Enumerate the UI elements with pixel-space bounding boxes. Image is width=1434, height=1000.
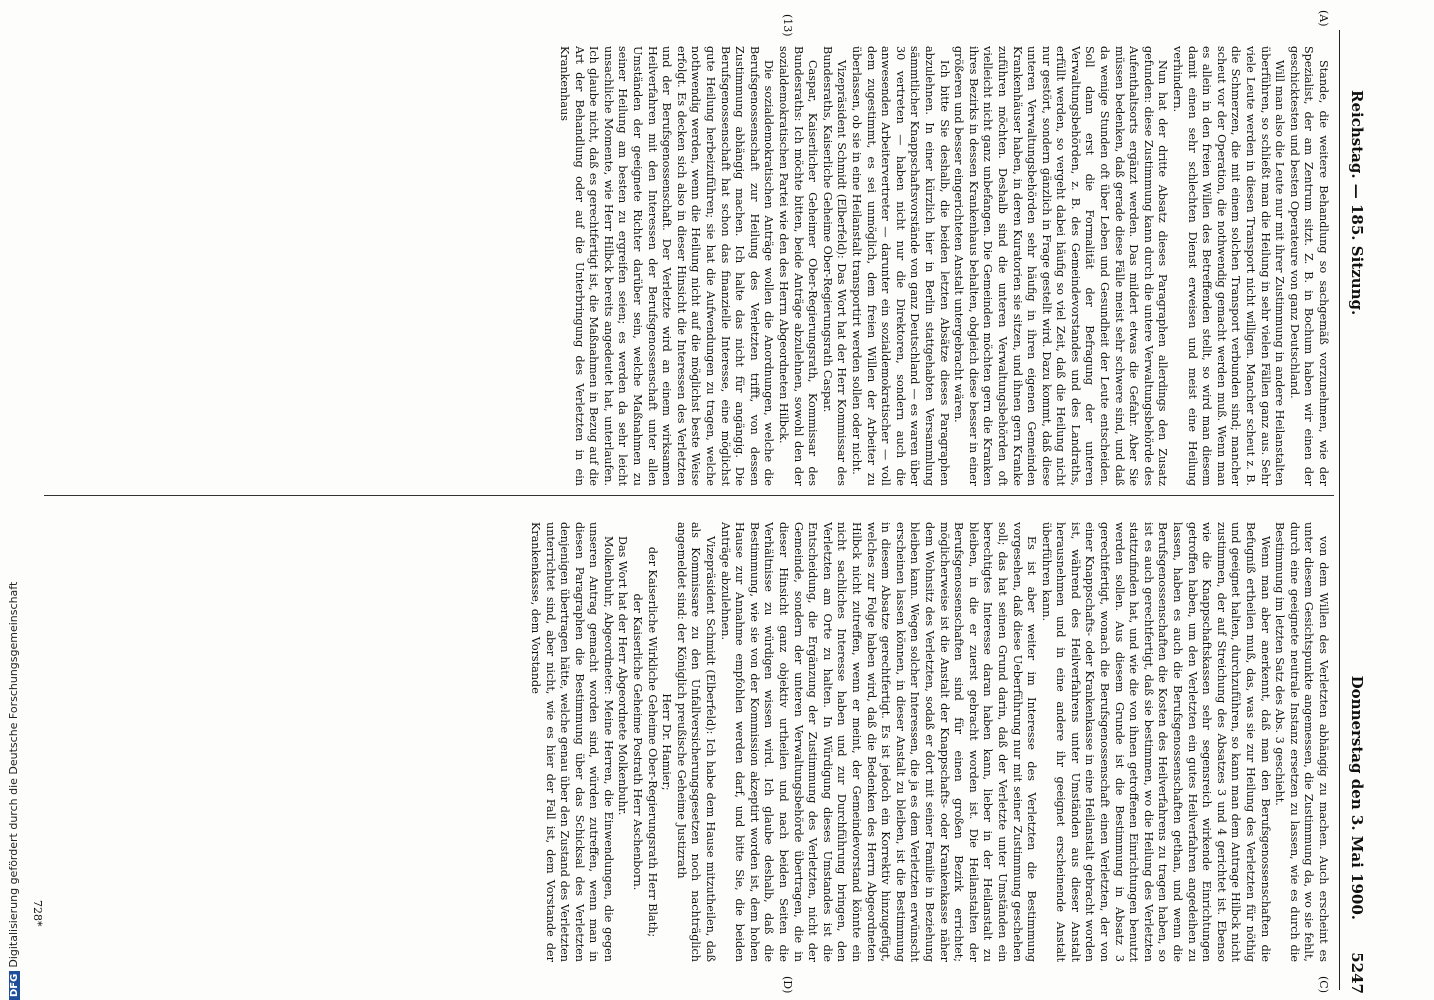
paragraph: Vizepräsident Schmidt (Elberfeld): Das Wort hat der Herr Kommissar des Bundesraths, Kaiserliche Geheime Ober-Regierungsrath Caspar. [820, 46, 849, 486]
commissioner-name: der Kaiserliche Wirkliche Geheime Ober-Regierungsrath Herr Blath; [645, 546, 659, 938]
margin-marker-d: (D) [781, 976, 794, 994]
margin-marker-c: (C) [1317, 976, 1330, 993]
header-date: Donnerstag den 3. Mai 1900. [1348, 675, 1366, 920]
paragraph: Molkenbuhr, Abgeordneter: Meine Herren, die Einwendungen, die gegen unseren Antrag gemacht worden sind, würden zutreffen, wenn man in diesen Paragraphen die Bestimmung über das Schicksal des Verletzten denjenigen übertragen hätte, welche genau über den Zustand des Verletzten unterrichtet sind, aber nicht, wie es hier der Fall ist, dem Vorstande der Krankenkasse, dem Vorstande [528, 522, 615, 962]
paragraph: Ich bitte Sie deshalb, die beiden letzten Absätze dieses Paragraphen abzulehnen. In einer kürzlich hier in Berlin stattgehabten Versammlung sämmtlicher Knappschaftsvorstände von ganz Deutschland — es waren über 30 vertreten — haben nicht nur die Direktoren, sondern auch die anwesenden Arbeitervertreter — darunter ein sozialdemokratischer — voll dem zugestimmt, es sei unmöglich, dem freien Willen der Arbeiter zu überlassen, ob sie in eine Heilanstalt transportirt werden sollen oder nicht. [850, 46, 951, 486]
paragraph: Stande, die weitere Behandlung so sachgemäß vorzunehmen, wie der Spezialist, der am Zentrum sitzt. Z. B. in Bochum haben wir einen der geschicktesten und besten Operateure von ganz Deutschland. [1287, 46, 1330, 486]
paragraph: Caspar, Kaiserlicher Geheimer Ober-Regierungsrath, Kommissar des Bundesraths: Ich möchte bitten, beide Anträge abzulehnen, sowohl den der sozialdemokratischen Partei wie den des Herrn Abgeordneten Hilbck. [777, 46, 820, 486]
margin-marker-13: (13) [781, 14, 794, 37]
dfg-logo: DFG [9, 971, 20, 1000]
commissioner-name: der Kaiserliche Geheime Postrath Herr Aschenborn. [631, 593, 645, 891]
margin-marker-a: (A) [1317, 10, 1330, 27]
commissioner-name: Herr Dr. Hamier; [660, 693, 674, 791]
paragraph: Nun hat der dritte Absatz dieses Paragraphen allerdings den Zusatz gefunden: diese Zustimmung kann durch die untere Verwaltungsbehörde des Aufenthaltsorts ergänzt werden. Das mildert etwas die Gefahr. Aber Sie müssen bedenken, daß gerade diese Fälle meist sehr schwere sind, und daß da wenige Stunden oft über Leben und Gesundheit der Leute entscheiden. Soll dann erst die Formalität der Befragung der unteren Verwaltungsbehörden, z. B. des Gemeindevorstandes und des Landraths, erfüllt werden, so vergeht dabei häufig so viel Zeit, daß die Heilung nicht nur gestört, sondern gänzlich in Frage gestellt wird. Dazu kommt, daß diese unteren Verwaltungsbehörden sehr häufig in ihren eigenen Gemeinden Krankenhäuser haben, in deren Kuratorien sie sitzen, und ihnen gern Kranke zuführen möchten. Deshalb sind die unteren Verwaltungsbehörden oft vielleicht nicht ganz unbefangen. Die Gemeinden möchten gern die Kranken ihres Bezirks in dessen Krankenhaus behalten, obgleich diese besser in einer größeren und besser eingerichteten Anstalt untergebracht wären. [952, 46, 1170, 486]
left-column [40, 46, 1330, 486]
paragraph: Die sozialdemokratischen Anträge wollen die Anordnungen, welche die Berufsgenossenschaft zur Heilung des Verletzten trifft, von dessen Zustimmung abhängig machen. Ich halte das nicht für angängig. Die Berufsgenossenschaft hat schon das finanzielle Interesse, eine möglichst gute Heilung herbeizuführen; sie hat die Aufwendungen zu tragen, welche nothwendig werden, wenn die Heilung nicht auf die möglichst beste Weise erfolgt. Es decken sich also in dieser Hinsicht die Interessen des Verletzten und der Berufsgenossenschaft. Der Verletzte wird an einem wirksamen Heilverfahren mit den Interessen der Berufsgenossenschaft unter allen Umständen der geeignete Richter darüber sein, welche Maßnahmen zu seiner Heilung am besten zu ergreifen seien; es werden da sehr leicht unsachliche Momente, wie Herr Hilbck bereits angedeutet hat, unterlaufen. Ich glaube nicht, daß es gerechtfertigt ist, die Maßnahmen in Bezug auf die Art der Behandlung oder auf die Unterbringung des Verletzten in ein Krankenhaus [558, 46, 776, 486]
paragraph: Das Wort hat der Herr Abgeordnete Molkenbuhr. [616, 536, 630, 816]
right-column [40, 522, 1330, 962]
column-divider [44, 495, 1334, 496]
paragraph: von dem Willen des Verletzten abhängig zu machen. Auch erscheint es unter diesem Gesichtspunkte angemessen, die Zustimmung da, wo sie fehlt, durch eine geeignete neutrale Instanz ersetzen zu lassen, wie es durch die Bestimmung im letzten Satz des Abs. 3 geschieht. [1273, 522, 1330, 962]
header-session-title: Reichstag. — 185. Sitzung. [1348, 90, 1366, 316]
paragraph: Will man also die Leute nur mit ihrer Zustimmung in andere Heilanstalten überführen, so schließt man die Heilung in sehr vielen Fällen ganz aus. Sehr viele Leute werden in diesen Transport nicht willigen. Mancher scheut z. B. die Schmerzen, die mit einem solchen Transport verbunden sind; mancher scheut vor der Operation, die nothwendig gemacht werden muß. Wenn man es allein in den freien Willen des Betreffenden stellt, so wird man diesem damit einen sehr schlechten Dienst erweisen und meist eine Heilung verhindern. [1171, 46, 1287, 486]
running-header [1339, 30, 1368, 994]
credit-text: Digitalisierung gefördert durch die Deutsche Forschungsgemeinschaft [7, 581, 20, 968]
footer-page-mark: 728* [31, 900, 44, 927]
paragraph: Wenn man aber anerkennt, daß man den Berufsgenossenschaften die Befugniß ertheilen muß, das, was sie zur Heilung des Verletzten für nöthig und geeignet halten, durchzuführen, so kann man dem Antrage Hilbck nicht zustimmen, der auf Streichung des Absatzes 3 und 4 gerichtet ist. Ebenso wie die Knappschaftskassen sehr segensreich wirkende Einrichtungen getroffen haben, um den Verletzten ein gutes Heilverfahren angedeihen zu lassen, haben es auch die Berufsgenossenschaften gethan, und wenn die Berufsgenossenschaften die Kosten des Heilverfahrens zu tragen haben, so ist es auch gerechtfertigt, daß sie bestimmen, wo die Heilung des Verletzten stattzufinden hat, und wie die von ihnen getroffenen Einrichtungen benutzt werden sollen. Aus diesem Grunde ist die Bestimmung in Absatz 3 gerechtfertigt, wonach die Berufsgenossenschaft einen Verletzten, der von einer Knappschafts- oder Krankenkasse in eine Heilanstalt gebracht worden ist, während des Heilverfahrens unter Umständen aus dieser Anstalt herausnehmen und in eine andere ihr geeignet erscheinende Anstalt überführen kann. [1039, 522, 1272, 962]
paragraph: Vizepräsident Schmidt (Elberfeld): Ich habe dem Hause mitzutheilen, daß als Kommissare zu den Unfallversicherungsgesetzen noch nachträglich angemeldet sind: der Königlich preußische Geheime Justizrath [674, 522, 718, 962]
paragraph: Es ist aber weiter im Interesse des Verletzten die Bestimmung vorgesehen, daß diese Ueberführung nur mit seiner Zustimmung geschehen soll; das hat seinen Grund darin, daß der Verletzte unter Umständen ein berechtigtes Interesse daran haben kann, lieber in der Heilanstalt zu bleiben, in die er zuerst gebracht worden ist. Die Heilanstalten der Berufsgenossenschaften sind für einen großen Bezirk errichtet; möglicherweise ist die Anstalt der Knappschafts- oder Krankenkasse näher dem Wohnsitz des Verletzten, sodaß er dort mit seiner Familie in Beziehung bleiben kann. Wegen solcher Interessen, die ja es dem Verletzten erwünscht erscheinen lassen können, in dieser Anstalt zu bleiben, ist die Bestimmung in diesem Absatze gerechtfertigt. Es ist jedoch ein Korrektiv hinzugefügt, welches zur Folge haben wird, daß die Bedenken des Herrn Abgeordneten Hilbck nicht zutreffen, wenn er meint, der Gemeindevorstand könnte ein nicht sachliches Interesse haben und zur Durchführung bringen, den Verletzten am Orte zu halten. In Würdigung dieses Umstandes ist die Entscheidung, die Ergänzung der Zustimmung des Verletzten, nicht der Gemeinde, sondern der unteren Verwaltungsbehörde übertragen, die in dieser Hinsicht ganz objektiv urtheilen und nach beiden Seiten die Verhältnisse zu würdigen wissen wird. Ich glaube deshalb, daß die Bestimmung, wie sie von der Kommission akzeptirt worden ist, dem hohen Hause zur Annahme empfohlen werden darf, und bitte Sie, die beiden Anträge abzulehnen. [718, 522, 1039, 962]
page-number: 5247 [1348, 952, 1366, 994]
